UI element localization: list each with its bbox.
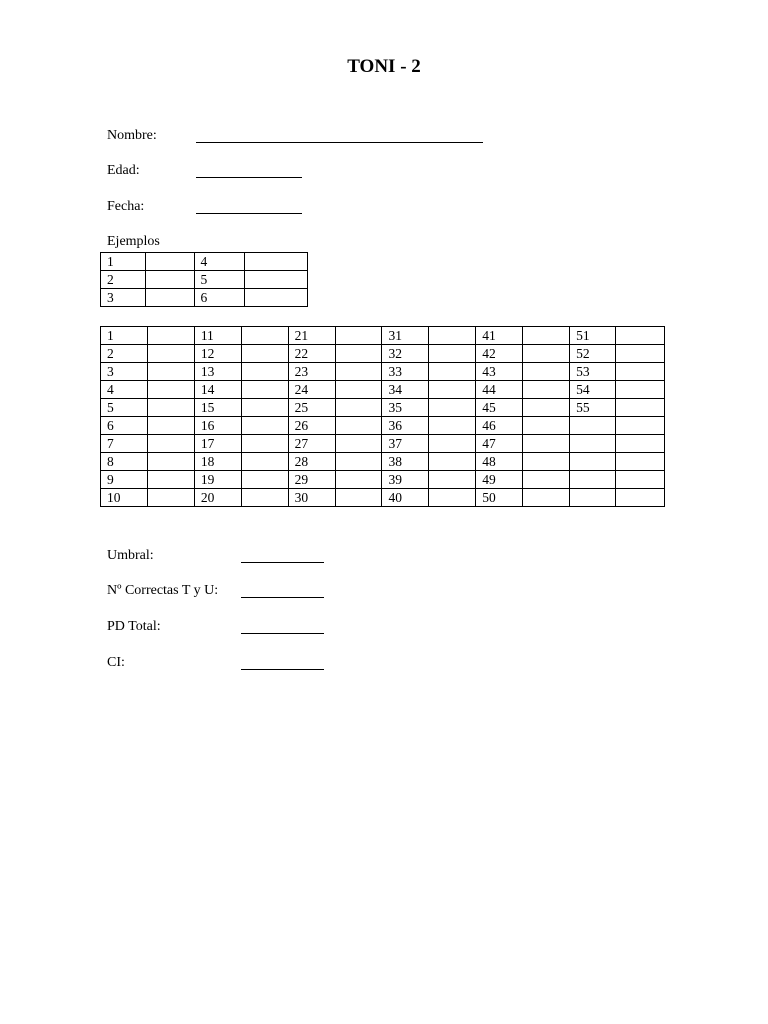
example-item-number: 4 (194, 253, 245, 271)
answer-row (101, 399, 665, 417)
example-item-number: 6 (194, 289, 245, 307)
answer-item-number: 30 (288, 489, 335, 507)
answer-item-number: 49 (476, 471, 523, 489)
answer-item-number: 31 (382, 327, 429, 345)
age-label: Edad: (107, 163, 140, 178)
answer-item-number (570, 489, 616, 507)
answer-item-number: 24 (288, 381, 335, 399)
answers-table (100, 326, 665, 507)
answer-answer-cell[interactable] (241, 399, 288, 417)
answer-row (101, 453, 665, 471)
answer-answer-cell[interactable] (147, 417, 194, 435)
answer-row (101, 363, 665, 381)
correct-count-blank-line[interactable] (241, 597, 324, 598)
date-label: Fecha: (107, 199, 145, 214)
answer-row (101, 345, 665, 363)
answer-item-number: 51 (570, 327, 616, 345)
pd-total-field[interactable] (107, 619, 337, 639)
answer-answer-cell[interactable] (335, 435, 382, 453)
example-row (101, 253, 308, 271)
answer-answer-cell[interactable] (335, 417, 382, 435)
answer-item-number: 55 (570, 399, 616, 417)
answer-answer-cell[interactable] (241, 489, 288, 507)
answer-answer-cell[interactable] (523, 453, 570, 471)
answer-row (101, 471, 665, 489)
answer-answer-cell[interactable] (615, 453, 664, 471)
answer-answer-cell[interactable] (523, 399, 570, 417)
answer-answer-cell[interactable] (147, 489, 194, 507)
answer-item-number: 36 (382, 417, 429, 435)
age-field[interactable] (107, 163, 307, 183)
answer-answer-cell[interactable] (523, 489, 570, 507)
answer-answer-cell[interactable] (615, 327, 664, 345)
answer-answer-cell[interactable] (429, 453, 476, 471)
answer-item-number: 17 (194, 435, 241, 453)
answer-item-number (570, 471, 616, 489)
ci-label: CI: (107, 655, 125, 670)
answer-answer-cell[interactable] (429, 417, 476, 435)
answer-item-number: 7 (101, 435, 148, 453)
answer-item-number: 29 (288, 471, 335, 489)
answer-item-number: 2 (101, 345, 148, 363)
answer-answer-cell[interactable] (523, 417, 570, 435)
answer-item-number: 43 (476, 363, 523, 381)
example-answer-cell[interactable] (245, 253, 308, 271)
answer-item-number: 28 (288, 453, 335, 471)
ci-blank-line[interactable] (241, 669, 324, 670)
answer-answer-cell[interactable] (429, 471, 476, 489)
answer-item-number: 25 (288, 399, 335, 417)
answer-answer-cell[interactable] (147, 327, 194, 345)
answer-answer-cell[interactable] (615, 417, 664, 435)
name-blank-line[interactable] (196, 142, 483, 143)
answer-answer-cell[interactable] (615, 435, 664, 453)
answer-answer-cell[interactable] (241, 417, 288, 435)
answer-answer-cell[interactable] (615, 489, 664, 507)
name-label: Nombre: (107, 128, 157, 143)
answer-answer-cell[interactable] (429, 363, 476, 381)
answer-answer-cell[interactable] (335, 471, 382, 489)
answer-item-number: 45 (476, 399, 523, 417)
answer-answer-cell[interactable] (147, 453, 194, 471)
example-item-number: 1 (101, 253, 146, 271)
pd-total-label: PD Total: (107, 619, 161, 634)
answer-answer-cell[interactable] (241, 381, 288, 399)
answer-item-number: 33 (382, 363, 429, 381)
answer-row (101, 489, 665, 507)
answer-item-number: 48 (476, 453, 523, 471)
answer-item-number: 26 (288, 417, 335, 435)
answer-item-number: 38 (382, 453, 429, 471)
answer-answer-cell[interactable] (429, 489, 476, 507)
answer-answer-cell[interactable] (523, 363, 570, 381)
answer-item-number: 32 (382, 345, 429, 363)
answer-item-number: 4 (101, 381, 148, 399)
answer-item-number: 16 (194, 417, 241, 435)
answer-item-number: 20 (194, 489, 241, 507)
correct-count-label: Nº Correctas T y U: (107, 583, 219, 598)
answer-answer-cell[interactable] (615, 345, 664, 363)
example-answer-cell[interactable] (145, 289, 194, 307)
answer-answer-cell[interactable] (335, 363, 382, 381)
answer-item-number: 1 (101, 327, 148, 345)
answer-item-number: 12 (194, 345, 241, 363)
answer-row (101, 381, 665, 399)
threshold-label: Umbral: (107, 548, 154, 563)
answer-answer-cell[interactable] (335, 453, 382, 471)
example-answer-cell[interactable] (145, 253, 194, 271)
answer-answer-cell[interactable] (523, 471, 570, 489)
answer-answer-cell[interactable] (147, 381, 194, 399)
answer-item-number: 52 (570, 345, 616, 363)
answer-answer-cell[interactable] (523, 435, 570, 453)
answer-answer-cell[interactable] (241, 453, 288, 471)
answer-answer-cell[interactable] (429, 435, 476, 453)
answer-item-number: 3 (101, 363, 148, 381)
examples-heading: Ejemplos (107, 234, 160, 249)
example-answer-cell[interactable] (245, 289, 308, 307)
answer-row (101, 327, 665, 345)
example-item-number: 3 (101, 289, 146, 307)
answer-answer-cell[interactable] (429, 327, 476, 345)
examples-table (100, 252, 308, 307)
answer-item-number: 13 (194, 363, 241, 381)
answer-answer-cell[interactable] (523, 327, 570, 345)
answer-item-number: 18 (194, 453, 241, 471)
answer-item-number: 47 (476, 435, 523, 453)
answer-answer-cell[interactable] (241, 363, 288, 381)
answer-item-number: 34 (382, 381, 429, 399)
answer-item-number: 14 (194, 381, 241, 399)
answer-answer-cell[interactable] (241, 327, 288, 345)
ci-field[interactable] (107, 655, 337, 675)
answer-item-number: 42 (476, 345, 523, 363)
answer-row (101, 417, 665, 435)
answer-answer-cell[interactable] (335, 381, 382, 399)
answer-item-number: 53 (570, 363, 616, 381)
answer-answer-cell[interactable] (615, 399, 664, 417)
example-row (101, 289, 308, 307)
answer-answer-cell[interactable] (615, 471, 664, 489)
answer-item-number (570, 417, 616, 435)
answer-row (101, 435, 665, 453)
example-item-number: 5 (194, 271, 245, 289)
example-answer-cell[interactable] (245, 271, 308, 289)
answer-answer-cell[interactable] (241, 345, 288, 363)
answer-answer-cell[interactable] (523, 381, 570, 399)
answer-answer-cell[interactable] (335, 399, 382, 417)
answer-item-number: 41 (476, 327, 523, 345)
answer-item-number: 54 (570, 381, 616, 399)
answer-answer-cell[interactable] (147, 345, 194, 363)
answer-item-number: 15 (194, 399, 241, 417)
page-title: TONI - 2 (347, 56, 421, 77)
answer-item-number (570, 435, 616, 453)
answer-item-number: 11 (194, 327, 241, 345)
example-answer-cell[interactable] (145, 271, 194, 289)
example-item-number: 2 (101, 271, 146, 289)
answer-answer-cell[interactable] (147, 471, 194, 489)
answer-answer-cell[interactable] (429, 381, 476, 399)
answer-answer-cell[interactable] (429, 345, 476, 363)
threshold-blank-line[interactable] (241, 562, 324, 563)
answer-answer-cell[interactable] (147, 363, 194, 381)
answer-item-number: 10 (101, 489, 148, 507)
answer-answer-cell[interactable] (615, 381, 664, 399)
answer-item-number: 40 (382, 489, 429, 507)
example-row (101, 271, 308, 289)
answer-item-number: 8 (101, 453, 148, 471)
answer-answer-cell[interactable] (335, 327, 382, 345)
answer-answer-cell[interactable] (523, 345, 570, 363)
answer-answer-cell[interactable] (335, 345, 382, 363)
answer-item-number: 23 (288, 363, 335, 381)
answer-answer-cell[interactable] (429, 399, 476, 417)
answer-item-number (570, 453, 616, 471)
answer-item-number: 19 (194, 471, 241, 489)
date-blank-line[interactable] (196, 213, 302, 214)
answer-item-number: 21 (288, 327, 335, 345)
age-blank-line[interactable] (196, 177, 302, 178)
answer-item-number: 5 (101, 399, 148, 417)
answer-item-number: 37 (382, 435, 429, 453)
answer-item-number: 35 (382, 399, 429, 417)
answer-item-number: 9 (101, 471, 148, 489)
answer-item-number: 46 (476, 417, 523, 435)
answer-answer-cell[interactable] (335, 489, 382, 507)
answer-answer-cell[interactable] (147, 435, 194, 453)
answer-answer-cell[interactable] (241, 435, 288, 453)
threshold-field[interactable] (107, 548, 337, 568)
answer-answer-cell[interactable] (615, 363, 664, 381)
correct-count-field[interactable] (107, 583, 337, 603)
answer-answer-cell[interactable] (241, 471, 288, 489)
pd-total-blank-line[interactable] (241, 633, 324, 634)
answer-item-number: 6 (101, 417, 148, 435)
date-field[interactable] (107, 199, 307, 219)
name-field[interactable] (107, 128, 487, 148)
answer-item-number: 44 (476, 381, 523, 399)
answer-item-number: 50 (476, 489, 523, 507)
answer-item-number: 22 (288, 345, 335, 363)
answer-item-number: 27 (288, 435, 335, 453)
answer-answer-cell[interactable] (147, 399, 194, 417)
answer-item-number: 39 (382, 471, 429, 489)
